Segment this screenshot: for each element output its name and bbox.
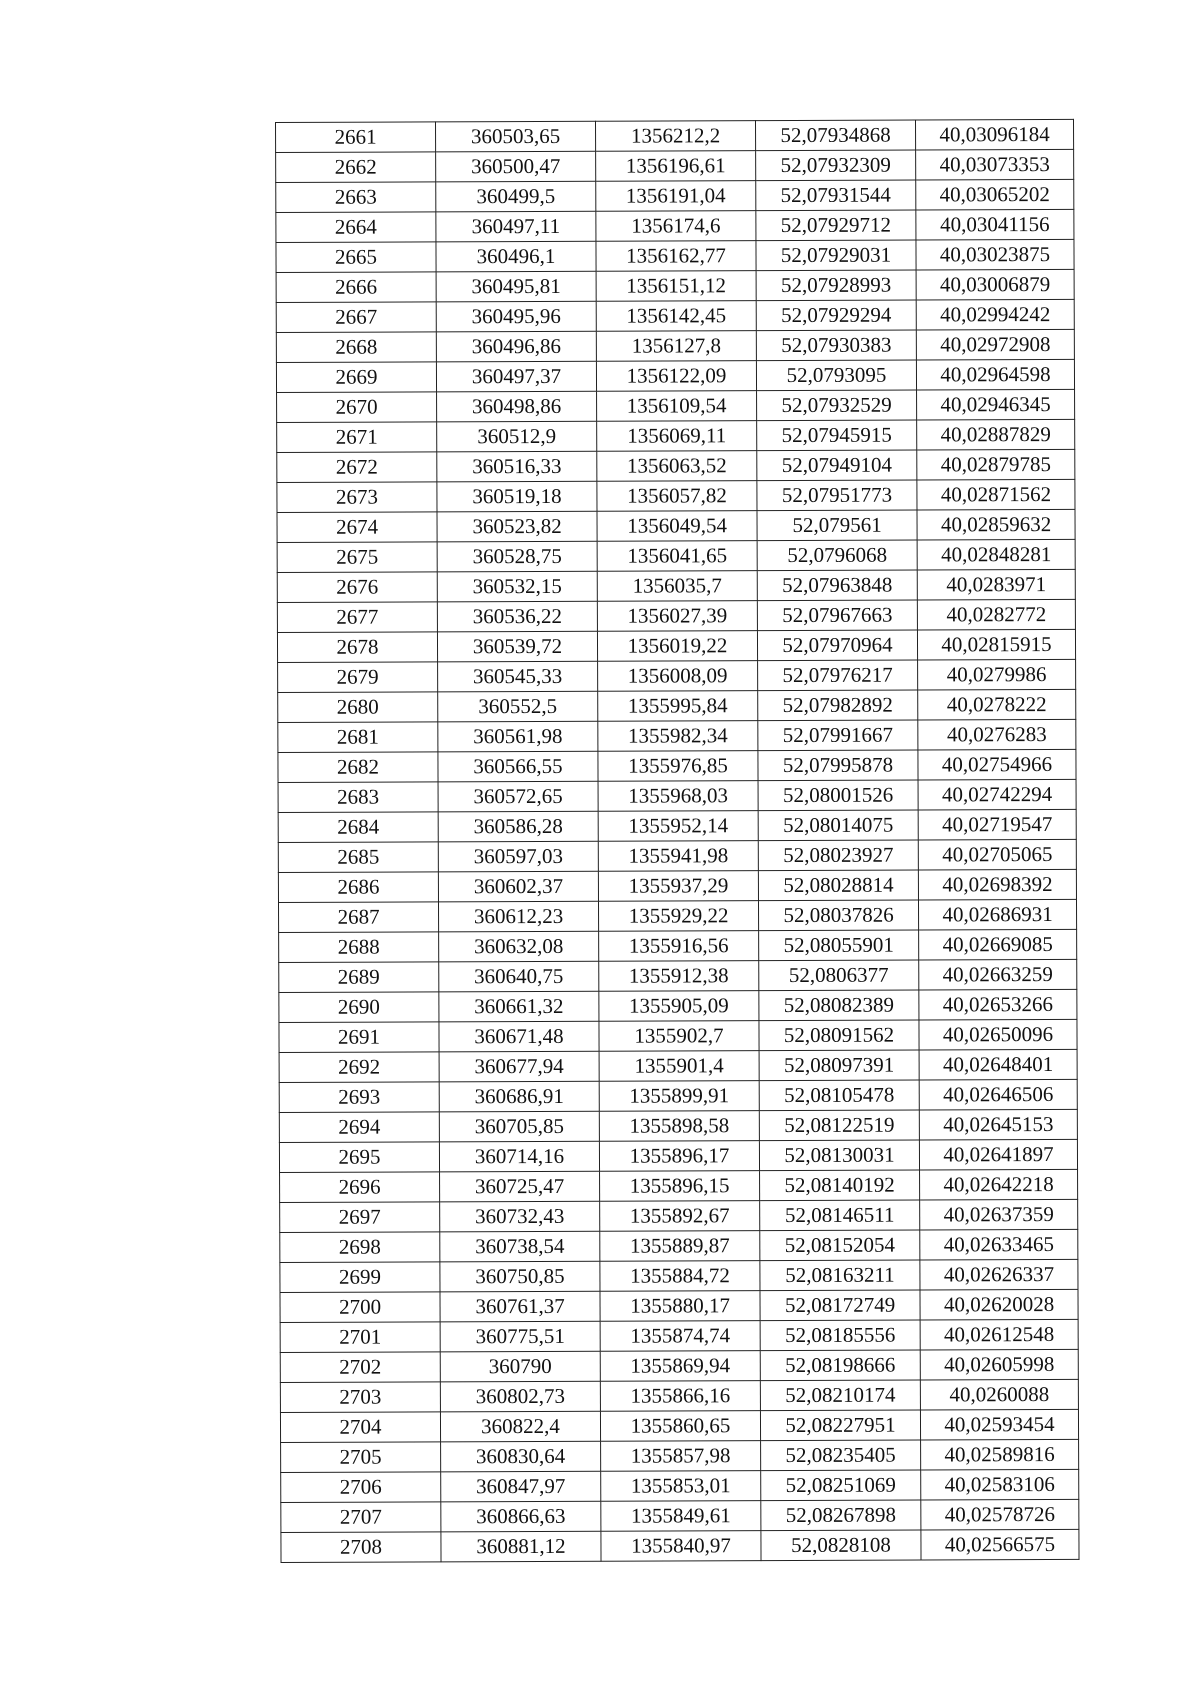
- longitude-cell: 40,02972908: [916, 329, 1074, 360]
- x-coordinate-cell: 360822,4: [440, 1411, 600, 1442]
- y-coordinate-cell: 1355912,38: [599, 961, 759, 992]
- table-row: [278, 869, 1076, 902]
- point-number-cell: 2702: [280, 1352, 440, 1383]
- table-row: [277, 449, 1075, 482]
- longitude-cell: 40,02994242: [916, 299, 1074, 330]
- table-row: [279, 929, 1077, 962]
- table-row: [277, 479, 1075, 512]
- x-coordinate-cell: 360552,5: [438, 691, 598, 722]
- longitude-cell: 40,02887829: [917, 419, 1075, 450]
- y-coordinate-cell: 1356063,52: [597, 451, 757, 482]
- x-coordinate-cell: 360602,37: [438, 871, 598, 902]
- latitude-cell: 52,08082389: [759, 990, 919, 1021]
- table-row: [277, 569, 1075, 602]
- latitude-cell: 52,07929294: [756, 300, 916, 331]
- coordinate-table-body: [276, 119, 1080, 1562]
- table-row: [276, 269, 1074, 302]
- y-coordinate-cell: 1355896,17: [599, 1141, 759, 1172]
- x-coordinate-cell: 360528,75: [437, 541, 597, 572]
- table-row: [276, 359, 1074, 392]
- point-number-cell: 2705: [281, 1442, 441, 1473]
- coordinate-table: [275, 119, 1080, 1563]
- point-number-cell: 2691: [279, 1022, 439, 1053]
- y-coordinate-cell: 1355857,98: [601, 1441, 761, 1472]
- y-coordinate-cell: 1356035,7: [597, 571, 757, 602]
- y-coordinate-cell: 1355929,22: [598, 901, 758, 932]
- point-number-cell: 2664: [276, 212, 436, 243]
- x-coordinate-cell: 360677,94: [439, 1051, 599, 1082]
- table-row: [280, 1379, 1078, 1412]
- latitude-cell: 52,08210174: [760, 1380, 920, 1411]
- longitude-cell: 40,0260088: [920, 1379, 1078, 1410]
- latitude-cell: 52,07976217: [758, 660, 918, 691]
- longitude-cell: 40,02641897: [919, 1139, 1077, 1170]
- longitude-cell: 40,02946345: [917, 389, 1075, 420]
- y-coordinate-cell: 1355853,01: [601, 1471, 761, 1502]
- table-row: [277, 509, 1075, 542]
- point-number-cell: 2671: [277, 422, 437, 453]
- point-number-cell: 2679: [278, 662, 438, 693]
- point-number-cell: 2680: [278, 692, 438, 723]
- longitude-cell: 40,02964598: [916, 359, 1074, 390]
- point-number-cell: 2698: [280, 1232, 440, 1263]
- point-number-cell: 2708: [281, 1532, 441, 1563]
- x-coordinate-cell: 360496,1: [436, 241, 596, 272]
- point-number-cell: 2688: [279, 932, 439, 963]
- longitude-cell: 40,02642218: [920, 1169, 1078, 1200]
- point-number-cell: 2669: [276, 362, 436, 393]
- x-coordinate-cell: 360495,96: [436, 301, 596, 332]
- longitude-cell: 40,02669085: [919, 929, 1077, 960]
- y-coordinate-cell: 1355840,97: [601, 1531, 761, 1562]
- point-number-cell: 2700: [280, 1292, 440, 1323]
- point-number-cell: 2695: [279, 1142, 439, 1173]
- x-coordinate-cell: 360523,82: [437, 511, 597, 542]
- y-coordinate-cell: 1356174,6: [596, 211, 756, 242]
- x-coordinate-cell: 360566,55: [438, 751, 598, 782]
- latitude-cell: 52,08267898: [761, 1500, 921, 1531]
- table-row: [281, 1469, 1079, 1502]
- longitude-cell: 40,02653266: [919, 989, 1077, 1020]
- table-row: [276, 299, 1074, 332]
- table-row: [279, 959, 1077, 992]
- y-coordinate-cell: 1356008,09: [598, 661, 758, 692]
- point-number-cell: 2687: [278, 902, 438, 933]
- x-coordinate-cell: 360866,63: [441, 1501, 601, 1532]
- latitude-cell: 52,07951773: [757, 480, 917, 511]
- latitude-cell: 52,07931544: [756, 180, 916, 211]
- point-number-cell: 2681: [278, 722, 438, 753]
- y-coordinate-cell: 1355899,91: [599, 1081, 759, 1112]
- longitude-cell: 40,02686931: [918, 899, 1076, 930]
- y-coordinate-cell: 1356122,09: [596, 361, 756, 392]
- point-number-cell: 2668: [276, 332, 436, 363]
- latitude-cell: 52,08235405: [761, 1440, 921, 1471]
- y-coordinate-cell: 1355889,87: [600, 1231, 760, 1262]
- x-coordinate-cell: 360802,73: [440, 1381, 600, 1412]
- longitude-cell: 40,02848281: [917, 539, 1075, 570]
- x-coordinate-cell: 360612,23: [438, 901, 598, 932]
- longitude-cell: 40,02605998: [920, 1349, 1078, 1380]
- point-number-cell: 2684: [278, 812, 438, 843]
- y-coordinate-cell: 1356212,2: [595, 121, 755, 152]
- y-coordinate-cell: 1355892,67: [600, 1201, 760, 1232]
- latitude-cell: 52,08055901: [759, 930, 919, 961]
- longitude-cell: 40,02626337: [920, 1259, 1078, 1290]
- y-coordinate-cell: 1355982,34: [598, 721, 758, 752]
- x-coordinate-cell: 360714,16: [439, 1141, 599, 1172]
- longitude-cell: 40,02719547: [918, 809, 1076, 840]
- y-coordinate-cell: 1356151,12: [596, 271, 756, 302]
- longitude-cell: 40,02566575: [921, 1529, 1079, 1560]
- latitude-cell: 52,07963848: [757, 570, 917, 601]
- y-coordinate-cell: 1355884,72: [600, 1261, 760, 1292]
- longitude-cell: 40,0276283: [918, 719, 1076, 750]
- latitude-cell: 52,08163211: [760, 1260, 920, 1291]
- latitude-cell: 52,08001526: [758, 780, 918, 811]
- longitude-cell: 40,02815915: [917, 629, 1075, 660]
- latitude-cell: 52,08014075: [758, 810, 918, 841]
- x-coordinate-cell: 360732,43: [440, 1201, 600, 1232]
- table-row: [278, 899, 1076, 932]
- table-row: [280, 1259, 1078, 1292]
- point-number-cell: 2661: [276, 122, 436, 153]
- table-row: [279, 989, 1077, 1022]
- longitude-cell: 40,02589816: [921, 1439, 1079, 1470]
- table-row: [277, 629, 1075, 662]
- x-coordinate-cell: 360632,08: [439, 931, 599, 962]
- longitude-cell: 40,02879785: [917, 449, 1075, 480]
- longitude-cell: 40,02645153: [919, 1109, 1077, 1140]
- point-number-cell: 2677: [277, 602, 437, 633]
- x-coordinate-cell: 360503,65: [436, 121, 596, 152]
- latitude-cell: 52,07932529: [757, 390, 917, 421]
- latitude-cell: 52,08146511: [760, 1200, 920, 1231]
- x-coordinate-cell: 360830,64: [441, 1441, 601, 1472]
- x-coordinate-cell: 360497,11: [436, 211, 596, 242]
- point-number-cell: 2666: [276, 272, 436, 303]
- latitude-cell: 52,079561: [757, 510, 917, 541]
- x-coordinate-cell: 360725,47: [440, 1171, 600, 1202]
- table-row: [277, 419, 1075, 452]
- longitude-cell: 40,02650096: [919, 1019, 1077, 1050]
- x-coordinate-cell: 360532,15: [437, 571, 597, 602]
- latitude-cell: 52,07934868: [755, 120, 915, 151]
- table-row: [276, 119, 1074, 152]
- latitude-cell: 52,08122519: [759, 1110, 919, 1141]
- longitude-cell: 40,02578726: [921, 1499, 1079, 1530]
- latitude-cell: 52,07991667: [758, 720, 918, 751]
- x-coordinate-cell: 360545,33: [438, 661, 598, 692]
- x-coordinate-cell: 360536,22: [437, 601, 597, 632]
- latitude-cell: 52,08091562: [759, 1020, 919, 1051]
- latitude-cell: 52,0796068: [757, 540, 917, 571]
- point-number-cell: 2676: [277, 572, 437, 603]
- longitude-cell: 40,02705065: [918, 839, 1076, 870]
- y-coordinate-cell: 1355952,14: [598, 811, 758, 842]
- point-number-cell: 2697: [280, 1202, 440, 1233]
- y-coordinate-cell: 1356196,61: [596, 151, 756, 182]
- latitude-cell: 52,0828108: [761, 1530, 921, 1561]
- x-coordinate-cell: 360572,65: [438, 781, 598, 812]
- y-coordinate-cell: 1356041,65: [597, 541, 757, 572]
- table-row: [276, 239, 1074, 272]
- latitude-cell: 52,07967663: [757, 600, 917, 631]
- longitude-cell: 40,02637359: [920, 1199, 1078, 1230]
- x-coordinate-cell: 360495,81: [436, 271, 596, 302]
- point-number-cell: 2699: [280, 1262, 440, 1293]
- table-row: [280, 1199, 1078, 1232]
- table-row: [280, 1169, 1078, 1202]
- y-coordinate-cell: 1356019,22: [597, 631, 757, 662]
- y-coordinate-cell: 1355898,58: [599, 1111, 759, 1142]
- longitude-cell: 40,03041156: [916, 209, 1074, 240]
- point-number-cell: 2703: [280, 1382, 440, 1413]
- longitude-cell: 40,02646506: [919, 1079, 1077, 1110]
- latitude-cell: 52,08028814: [758, 870, 918, 901]
- x-coordinate-cell: 360497,37: [436, 361, 596, 392]
- longitude-cell: 40,02698392: [918, 869, 1076, 900]
- latitude-cell: 52,07982892: [758, 690, 918, 721]
- y-coordinate-cell: 1356191,04: [596, 181, 756, 212]
- point-number-cell: 2672: [277, 452, 437, 483]
- x-coordinate-cell: 360686,91: [439, 1081, 599, 1112]
- x-coordinate-cell: 360847,97: [441, 1471, 601, 1502]
- y-coordinate-cell: 1355880,17: [600, 1291, 760, 1322]
- x-coordinate-cell: 360499,5: [436, 181, 596, 212]
- latitude-cell: 52,08198666: [760, 1350, 920, 1381]
- x-coordinate-cell: 360761,37: [440, 1291, 600, 1322]
- y-coordinate-cell: 1356057,82: [597, 481, 757, 512]
- y-coordinate-cell: 1355968,03: [598, 781, 758, 812]
- x-coordinate-cell: 360586,28: [438, 811, 598, 842]
- longitude-cell: 40,02871562: [917, 479, 1075, 510]
- longitude-cell: 40,02593454: [920, 1409, 1078, 1440]
- y-coordinate-cell: 1355896,15: [600, 1171, 760, 1202]
- table-row: [279, 1139, 1077, 1172]
- y-coordinate-cell: 1355849,61: [601, 1501, 761, 1532]
- latitude-cell: 52,07929712: [756, 210, 916, 241]
- table-row: [280, 1289, 1078, 1322]
- latitude-cell: 52,07995878: [758, 750, 918, 781]
- table-row: [281, 1499, 1079, 1532]
- table-row: [279, 1079, 1077, 1112]
- table-row: [278, 659, 1076, 692]
- point-number-cell: 2670: [277, 392, 437, 423]
- point-number-cell: 2673: [277, 482, 437, 513]
- x-coordinate-cell: 360500,47: [436, 151, 596, 182]
- y-coordinate-cell: 1356109,54: [597, 391, 757, 422]
- point-number-cell: 2696: [280, 1172, 440, 1203]
- point-number-cell: 2692: [279, 1052, 439, 1083]
- table-row: [278, 689, 1076, 722]
- table-row: [276, 149, 1074, 182]
- table-row: [276, 179, 1074, 212]
- y-coordinate-cell: 1355874,74: [600, 1321, 760, 1352]
- longitude-cell: 40,02612548: [920, 1319, 1078, 1350]
- point-number-cell: 2665: [276, 242, 436, 273]
- longitude-cell: 40,02648401: [919, 1049, 1077, 1080]
- x-coordinate-cell: 360705,85: [439, 1111, 599, 1142]
- table-row: [276, 209, 1074, 242]
- y-coordinate-cell: 1355976,85: [598, 751, 758, 782]
- table-row: [281, 1439, 1079, 1472]
- longitude-cell: 40,02583106: [921, 1469, 1079, 1500]
- x-coordinate-cell: 360512,9: [437, 421, 597, 452]
- y-coordinate-cell: 1355901,4: [599, 1051, 759, 1082]
- table-row: [278, 839, 1076, 872]
- longitude-cell: 40,03065202: [916, 179, 1074, 210]
- longitude-cell: 40,02859632: [917, 509, 1075, 540]
- table-row: [278, 809, 1076, 842]
- y-coordinate-cell: 1355937,29: [598, 871, 758, 902]
- point-number-cell: 2707: [281, 1502, 441, 1533]
- table-row: [277, 389, 1075, 422]
- longitude-cell: 40,02620028: [920, 1289, 1078, 1320]
- x-coordinate-cell: 360881,12: [441, 1531, 601, 1562]
- table-row: [279, 1019, 1077, 1052]
- table-row: [280, 1319, 1078, 1352]
- point-number-cell: 2667: [276, 302, 436, 333]
- longitude-cell: 40,0279986: [918, 659, 1076, 690]
- table-row: [281, 1529, 1079, 1562]
- x-coordinate-cell: 360671,48: [439, 1021, 599, 1052]
- x-coordinate-cell: 360539,72: [437, 631, 597, 662]
- point-number-cell: 2663: [276, 182, 436, 213]
- longitude-cell: 40,03073353: [916, 149, 1074, 180]
- point-number-cell: 2685: [278, 842, 438, 873]
- table-row: [277, 539, 1075, 572]
- latitude-cell: 52,08152054: [760, 1230, 920, 1261]
- point-number-cell: 2683: [278, 782, 438, 813]
- y-coordinate-cell: 1355916,56: [599, 931, 759, 962]
- longitude-cell: 40,03096184: [915, 119, 1073, 150]
- longitude-cell: 40,02742294: [918, 779, 1076, 810]
- x-coordinate-cell: 360519,18: [437, 481, 597, 512]
- table-row: [276, 329, 1074, 362]
- latitude-cell: 52,07945915: [757, 420, 917, 451]
- latitude-cell: 52,08037826: [758, 900, 918, 931]
- latitude-cell: 52,07932309: [756, 150, 916, 181]
- table-row: [278, 779, 1076, 812]
- table-row: [280, 1349, 1078, 1382]
- longitude-cell: 40,0283971: [917, 569, 1075, 600]
- latitude-cell: 52,07930383: [756, 330, 916, 361]
- x-coordinate-cell: 360775,51: [440, 1321, 600, 1352]
- longitude-cell: 40,02633465: [920, 1229, 1078, 1260]
- x-coordinate-cell: 360640,75: [439, 961, 599, 992]
- x-coordinate-cell: 360790: [440, 1351, 600, 1382]
- latitude-cell: 52,08227951: [760, 1410, 920, 1441]
- latitude-cell: 52,07949104: [757, 450, 917, 481]
- longitude-cell: 40,03006879: [916, 269, 1074, 300]
- point-number-cell: 2686: [278, 872, 438, 903]
- table-row: [279, 1109, 1077, 1142]
- x-coordinate-cell: 360498,86: [437, 391, 597, 422]
- x-coordinate-cell: 360661,32: [439, 991, 599, 1022]
- latitude-cell: 52,07970964: [757, 630, 917, 661]
- latitude-cell: 52,07928993: [756, 270, 916, 301]
- latitude-cell: 52,08097391: [759, 1050, 919, 1081]
- longitude-cell: 40,02754966: [918, 749, 1076, 780]
- point-number-cell: 2690: [279, 992, 439, 1023]
- point-number-cell: 2675: [277, 542, 437, 573]
- point-number-cell: 2662: [276, 152, 436, 183]
- point-number-cell: 2701: [280, 1322, 440, 1353]
- table-row: [278, 749, 1076, 782]
- y-coordinate-cell: 1355866,16: [600, 1381, 760, 1412]
- x-coordinate-cell: 360516,33: [437, 451, 597, 482]
- latitude-cell: 52,08172749: [760, 1290, 920, 1321]
- point-number-cell: 2674: [277, 512, 437, 543]
- table-row: [278, 719, 1076, 752]
- point-number-cell: 2706: [281, 1472, 441, 1503]
- latitude-cell: 52,08130031: [759, 1140, 919, 1171]
- latitude-cell: 52,08251069: [761, 1470, 921, 1501]
- y-coordinate-cell: 1356069,11: [597, 421, 757, 452]
- longitude-cell: 40,02663259: [919, 959, 1077, 990]
- y-coordinate-cell: 1355995,84: [598, 691, 758, 722]
- table-row: [280, 1229, 1078, 1262]
- latitude-cell: 52,08023927: [758, 840, 918, 871]
- y-coordinate-cell: 1356027,39: [597, 601, 757, 632]
- longitude-cell: 40,03023875: [916, 239, 1074, 270]
- point-number-cell: 2704: [280, 1412, 440, 1443]
- latitude-cell: 52,08105478: [759, 1080, 919, 1111]
- y-coordinate-cell: 1355902,7: [599, 1021, 759, 1052]
- latitude-cell: 52,0806377: [759, 960, 919, 991]
- latitude-cell: 52,07929031: [756, 240, 916, 271]
- y-coordinate-cell: 1356127,8: [596, 331, 756, 362]
- longitude-cell: 40,0278222: [918, 689, 1076, 720]
- y-coordinate-cell: 1355869,94: [600, 1351, 760, 1382]
- point-number-cell: 2694: [279, 1112, 439, 1143]
- x-coordinate-cell: 360597,03: [438, 841, 598, 872]
- x-coordinate-cell: 360561,98: [438, 721, 598, 752]
- latitude-cell: 52,08185556: [760, 1320, 920, 1351]
- table-row: [279, 1049, 1077, 1082]
- point-number-cell: 2693: [279, 1082, 439, 1113]
- point-number-cell: 2678: [277, 632, 437, 663]
- x-coordinate-cell: 360738,54: [440, 1231, 600, 1262]
- x-coordinate-cell: 360496,86: [436, 331, 596, 362]
- table-row: [277, 599, 1075, 632]
- y-coordinate-cell: 1355941,98: [598, 841, 758, 872]
- y-coordinate-cell: 1355905,09: [599, 991, 759, 1022]
- longitude-cell: 40,0282772: [917, 599, 1075, 630]
- x-coordinate-cell: 360750,85: [440, 1261, 600, 1292]
- y-coordinate-cell: 1355860,65: [600, 1411, 760, 1442]
- latitude-cell: 52,08140192: [760, 1170, 920, 1201]
- y-coordinate-cell: 1356142,45: [596, 301, 756, 332]
- point-number-cell: 2689: [279, 962, 439, 993]
- y-coordinate-cell: 1356162,77: [596, 241, 756, 272]
- table-row: [280, 1409, 1078, 1442]
- y-coordinate-cell: 1356049,54: [597, 511, 757, 542]
- latitude-cell: 52,0793095: [756, 360, 916, 391]
- point-number-cell: 2682: [278, 752, 438, 783]
